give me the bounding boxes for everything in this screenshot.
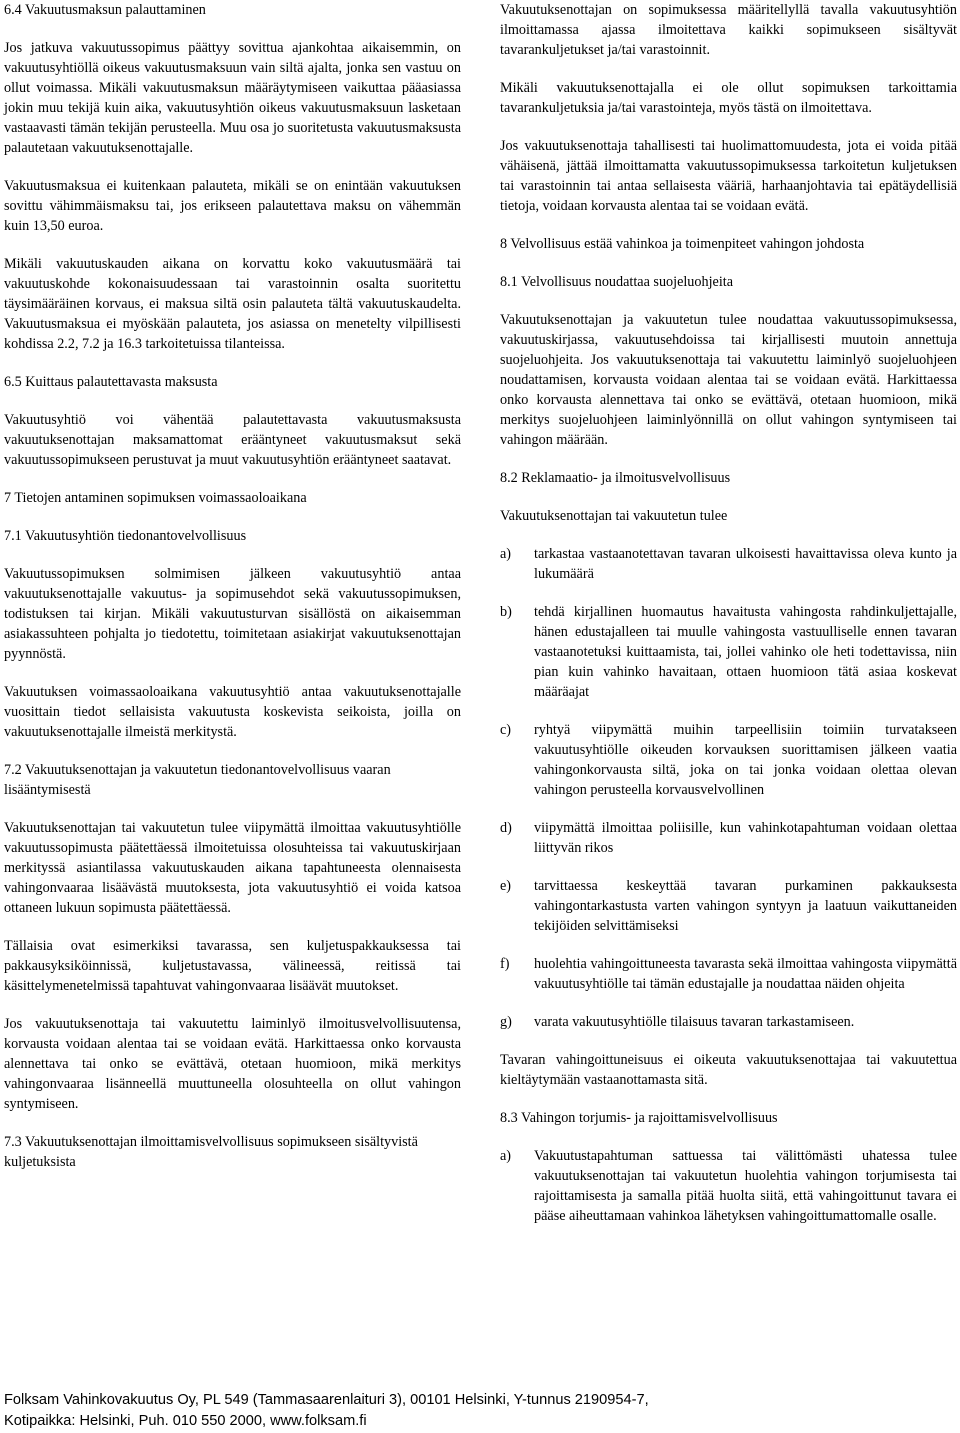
section-8-heading: 8 Velvollisuus estää vahinkoa ja toimenpiteet vahingon johdosta [500, 236, 865, 252]
list-marker: c) [500, 722, 512, 738]
list-item-text: tarkastaa vastaanotettavan tavaran ulkoisesti havaittavissa oleva kunto ja lukumäärä [534, 546, 957, 582]
section-7-1-heading: 7.1 Vakuutusyhtiön tiedonantovelvollisuus [4, 528, 247, 544]
paragraph: Mikäli vakuutuksenottajalla ei ole ollut sopimuksen tarkoittamia tavarankuljetuksia ja/tai varastointeja, myös tästä on ilmoitettava. [500, 80, 957, 116]
list-item-text: tehdä kirjallinen huomautus havaitusta vahingosta rahdinkuljettajalle, hänen edustajalleen tai muulle vahingosta vastuulliselle ennen tavaran vastaanotetuksi kuittaamista, tai, jollei vahinko ole heti todettavissa, niin pian kuin vahinko havaitaan, ottaen huomioon tätä asiaa koskevat määräajat [534, 604, 957, 700]
list-marker: f) [500, 956, 510, 972]
prevention-list [500, 1146, 957, 1226]
list-marker: d) [500, 820, 512, 836]
obligations-list [500, 544, 957, 1032]
paragraph: Jos vakuutuksenottaja tai vakuutettu laiminlyö ilmoitusvelvollisuutensa, korvausta voidaan alentaa tai se voidaan evätä. Harkittaessa onko korvausta alennettava tai onko se evättävä, otetaan huomioon, mikä merkitys vahingonvaaraa lisänneellä muuttuneella olosuhteella on ollut vahingon syntymiseen. [4, 1016, 461, 1112]
section-6-5-heading: 6.5 Kuittaus palautettavasta maksusta [4, 374, 218, 390]
paragraph: Mikäli vakuutuskauden aikana on korvattu koko vakuutusmäärä tai vakuutuskohde kokonaisuudessaan tai varastoinnin osalta suoritettu täysimääräinen korvaus, ei maksua siltä osin palauteta tältä vakuutuskaudelta. Vakuutusmaksua ei myöskään palauteta, jos asiassa on menetelty vilpillisesti kohdissa 2.2, 7.2 ja 16.3 tarkoitetuissa tilanteissa. [4, 256, 461, 352]
list-item-text: tarvittaessa keskeyttää tavaran purkaminen pakkauksesta vahingontarkastusta varten vahingon syntyyn ja laatuun vaikuttaneiden tekijöiden selvittämiseksi [534, 878, 957, 934]
paragraph: Tällaisia ovat esimerkiksi tavarassa, sen kuljetuspakkauksessa tai pakkausyksiköinnissä, kuljetustavassa, välineessä, reitissä tai käsittelymenetelmissä tapahtuvat vahingonvaaraa lisäävät muutokset. [4, 938, 461, 994]
section-7-heading: 7 Tietojen antaminen sopimuksen voimassaoloaikana [4, 490, 307, 506]
paragraph: Vakuutuksenottajan tai vakuutetun tulee [500, 508, 728, 524]
section-8-1-heading: 8.1 Velvollisuus noudattaa suojeluohjeita [500, 274, 734, 290]
paragraph: Vakuutuksenottajan on sopimuksessa määritellyllä tavalla vakuutusyhtiön ilmoittamassa ajassa ilmoitettava kaikki sopimukseen sisältyvät tavarankuljetukset ja/tai varastoinnit. [500, 2, 957, 58]
paragraph: Tavaran vahingoittuneisuus ei oikeuta vakuutuksenottajaa tai vakuutettua kieltäytymään vastaanottamasta sitä. [500, 1052, 957, 1088]
list-item [500, 602, 957, 702]
list-marker: e) [500, 878, 512, 894]
footer-line-contact: Kotipaikka: Helsinki, Puh. 010 550 2000, www.folksam.fi [4, 1413, 367, 1429]
list-marker: a) [500, 546, 512, 562]
page-footer [4, 1390, 954, 1432]
list-item-text: huolehtia vahingoittuneesta tavarasta sekä ilmoittaa vahingosta viipymättä vakuutusyhtiölle tai tämän edustajalle ja noudattaa näiden ohjeita [534, 956, 957, 992]
paragraph: Jos vakuutuksenottaja tahallisesti tai huolimattomuudesta, jota ei voida pitää vähäisenä, jättää ilmoittamatta vakuutussopimuksessa tarkoitetun kuljetuksen tai varastoinnin tai antaa sellaisesta vääriä, harhaanjohtavia tai epätäydellisiä tietoja, voidaan korvausta alentaa tai se voidaan evätä. [500, 138, 957, 214]
footer-line-company: Folksam Vahinkovakuutus Oy, PL 549 (Tammasaarenlaituri 3), 00101 Helsinki, Y-tunnus 2190954-7, [4, 1392, 649, 1408]
list-item-text: ryhtyä viipymättä muihin tarpeellisiin toimiin turvatakseen vakuutusyhtiölle oikeuden korvauksen suorittamisen jälkeen vaatia vahingonkorvausta siltä, joka on tai jonka voidaan olettaa olevan vahingon perusteella korvausvelvollinen [534, 722, 957, 798]
list-item [500, 720, 957, 800]
paragraph: Vakuutuksenottajan tai vakuutetun tulee viipymättä ilmoittaa vakuutusyhtiölle vakuutussopimusta päätettäessä ilmoitetuissa olosuhteissa tai vakuutuskirjaan merkityssä asiantilassa vakuutuskauden aikana tapahtuneesta olennaisesta vahingonvaaraa lisäävästä muutoksesta, jota vakuutusyhtiö ei voida katsoa ottaneen lukuun sopimusta päätettäessä. [4, 820, 461, 916]
section-7-2-heading: 7.2 Vakuutuksenottajan ja vakuutetun tiedonantovelvollisuus vaaran lisääntymisestä [4, 762, 391, 798]
right-column [500, 0, 957, 1244]
section-8-3-heading: 8.3 Vahingon torjumis- ja rajoittamisvelvollisuus [500, 1110, 778, 1126]
paragraph: Vakuutuksen voimassaoloaikana vakuutusyhtiö antaa vakuutuksenottajalle vuosittain tiedot sellaisista vakuutusta koskevista seikoista, joilla on vakuutuksenottajalle ilmeistä merkitystä. [4, 684, 461, 740]
list-marker: b) [500, 604, 512, 620]
section-7-3-heading: 7.3 Vakuutuksenottajan ilmoittamisvelvollisuus sopimukseen sisältyvistä kuljetuksista [4, 1134, 418, 1170]
list-item-text: viipymättä ilmoittaa poliisille, kun vahinkotapahtuman voidaan olettaa liittyvän rikos [534, 820, 957, 856]
list-marker: a) [500, 1148, 512, 1164]
list-item [500, 1012, 957, 1032]
section-8-2-heading: 8.2 Reklamaatio- ja ilmoitusvelvollisuus [500, 470, 731, 486]
list-item [500, 818, 957, 858]
list-item [500, 954, 957, 994]
paragraph: Jos jatkuva vakuutussopimus päättyy sovittua ajankohtaa aikaisemmin, on vakuutusyhtiöllä oikeus vakuutusmaksuun vain siltä ajalta, jonka sen vastuu on ollut voimassa. Mikäli vakuutusmaksun määräytymiseen vaikuttaa pääasiassa jokin muu tekijä kuin aika, vakuutusyhtiön oikeus vakuutusmaksuun lasketaan vastaavasti tämän tekijän perusteella. Muu osa jo suoritetusta vakuutusmaksusta palautetaan vakuutuksenottajalle. [4, 40, 461, 156]
list-item [500, 544, 957, 584]
list-item-text: Vakuutustapahtuman sattuessa tai välittömästi uhatessa tulee vakuutuksenottajan tai vakuutetun huolehtia vahingon torjumisesta tai rajoittamisesta ja samalla pitää huolta siitä, että vahingoittunut tavara ei pääse aiheuttamaan vahinkoa lähetyksen vahingoittumattomalle osalle. [534, 1148, 957, 1224]
list-item-text: varata vakuutusyhtiölle tilaisuus tavaran tarkastamiseen. [534, 1014, 855, 1030]
section-6-4-heading: 6.4 Vakuutusmaksun palauttaminen [4, 2, 206, 18]
left-column [4, 0, 461, 1190]
list-item [500, 876, 957, 936]
paragraph: Vakuutussopimuksen solmimisen jälkeen vakuutusyhtiö antaa vakuutuksenottajalle vakuutus- ja sopimusehdot sekä vakuutussopimuksen, todistuksen tai kirjan. Mikäli vakuutusturvan sisällöstä on aikaisemman asiakassuhteen pohjalta jo tiedotettu, toimitetaan asiakirjat vakuutuksenottajan pyynnöstä. [4, 566, 461, 662]
paragraph: Vakuutuksenottajan ja vakuutetun tulee noudattaa vakuutussopimuksessa, vakuutuskirjassa, vakuutusehdoissa tai kirjallisesti muutoin annettuja suojeluohjeita. Jos vakuutuksenottaja tai vakuutettu laiminlyö suojeluohjeen noudattamisen, korvausta voidaan alentaa tai se voidaan evätä. Harkittaessa onko korvausta alennettava tai onko se evättävä, otetaan huomioon, mikä merkitys suojeluohjeen laiminlyönnillä on ollut vahingon syntymiseen tai vahingon määrään. [500, 312, 957, 448]
paragraph: Vakuutusmaksua ei kuitenkaan palauteta, mikäli se on enintään vakuutuksen sovittu vähimmäismaksu tai, jos erikseen palautettava maksu on vähemmän kuin 13,50 euroa. [4, 178, 461, 234]
paragraph: Vakuutusyhtiö voi vähentää palautettavasta vakuutusmaksusta vakuutuksenottajan maksamattomat erääntyneet vakuutusmaksut sekä vakuutussopimukseen perustuvat ja muut vakuutusyhtiön erääntyneet saatavat. [4, 412, 461, 468]
list-marker: g) [500, 1014, 512, 1030]
list-item [500, 1146, 957, 1226]
